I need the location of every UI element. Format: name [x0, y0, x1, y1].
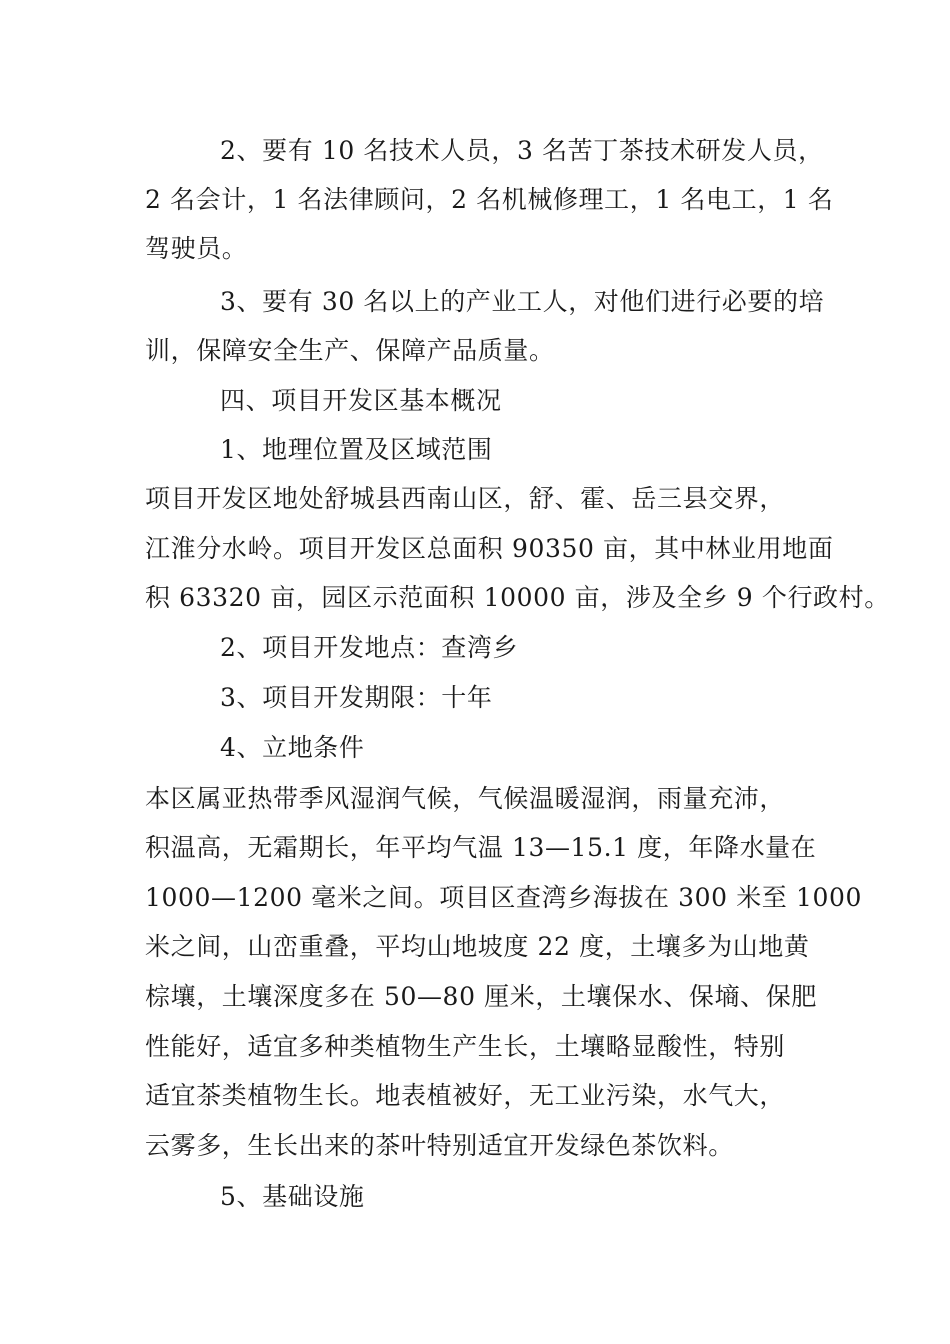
subsection-heading: 5、基础设施 — [220, 1182, 365, 1211]
subsection-heading: 2、项目开发地点：查湾乡 — [220, 633, 519, 662]
paragraph-line: 适宜茶类植物生长。地表植被好，无工业污染，水气大， — [145, 1081, 786, 1110]
paragraph-line: 米之间，山峦重叠，平均山地坡度 22 度，土壤多为山地黄 — [145, 932, 810, 961]
subsection-heading: 1、地理位置及区域范围 — [220, 435, 493, 464]
paragraph-line: 1000—1200 毫米之间。项目区查湾乡海拔在 300 米至 1000 — [145, 883, 862, 912]
paragraph-line: 江淮分水岭。项目开发区总面积 90350 亩，其中林业用地面 — [145, 534, 834, 563]
paragraph-line: 性能好，适宜多种类植物生产生长，土壤略显酸性，特别 — [145, 1032, 786, 1061]
paragraph-line: 2、要有 10 名技术人员，3 名苦丁茶技术研发人员， — [220, 136, 824, 165]
paragraph-line: 项目开发区地处舒城县西南山区，舒、霍、岳三县交界， — [145, 484, 786, 513]
paragraph-line: 训，保障安全生产、保障产品质量。 — [145, 336, 555, 365]
section-heading: 四、项目开发区基本概况 — [220, 386, 502, 415]
paragraph-line: 驾驶员。 — [145, 234, 248, 263]
paragraph-line: 3、要有 30 名以上的产业工人，对他们进行必要的培 — [220, 287, 825, 316]
paragraph-line: 积温高，无霜期长，年平均气温 13—15.1 度，年降水量在 — [145, 833, 817, 862]
paragraph-line: 积 63320 亩，园区示范面积 10000 亩，涉及全乡 9 个行政村。 — [145, 583, 890, 612]
subsection-heading: 4、立地条件 — [220, 733, 365, 762]
paragraph-line: 云雾多，生长出来的茶叶特别适宜开发绿色茶饮料。 — [145, 1131, 734, 1160]
paragraph-line: 本区属亚热带季风湿润气候，气候温暖湿润，雨量充沛， — [145, 784, 786, 813]
paragraph-line: 棕壤，土壤深度多在 50—80 厘米，土壤保水、保墒、保肥 — [145, 982, 817, 1011]
paragraph-line: 2 名会计，1 名法律顾问，2 名机械修理工，1 名电工，1 名 — [145, 185, 834, 214]
subsection-heading: 3、项目开发期限：十年 — [220, 683, 493, 712]
